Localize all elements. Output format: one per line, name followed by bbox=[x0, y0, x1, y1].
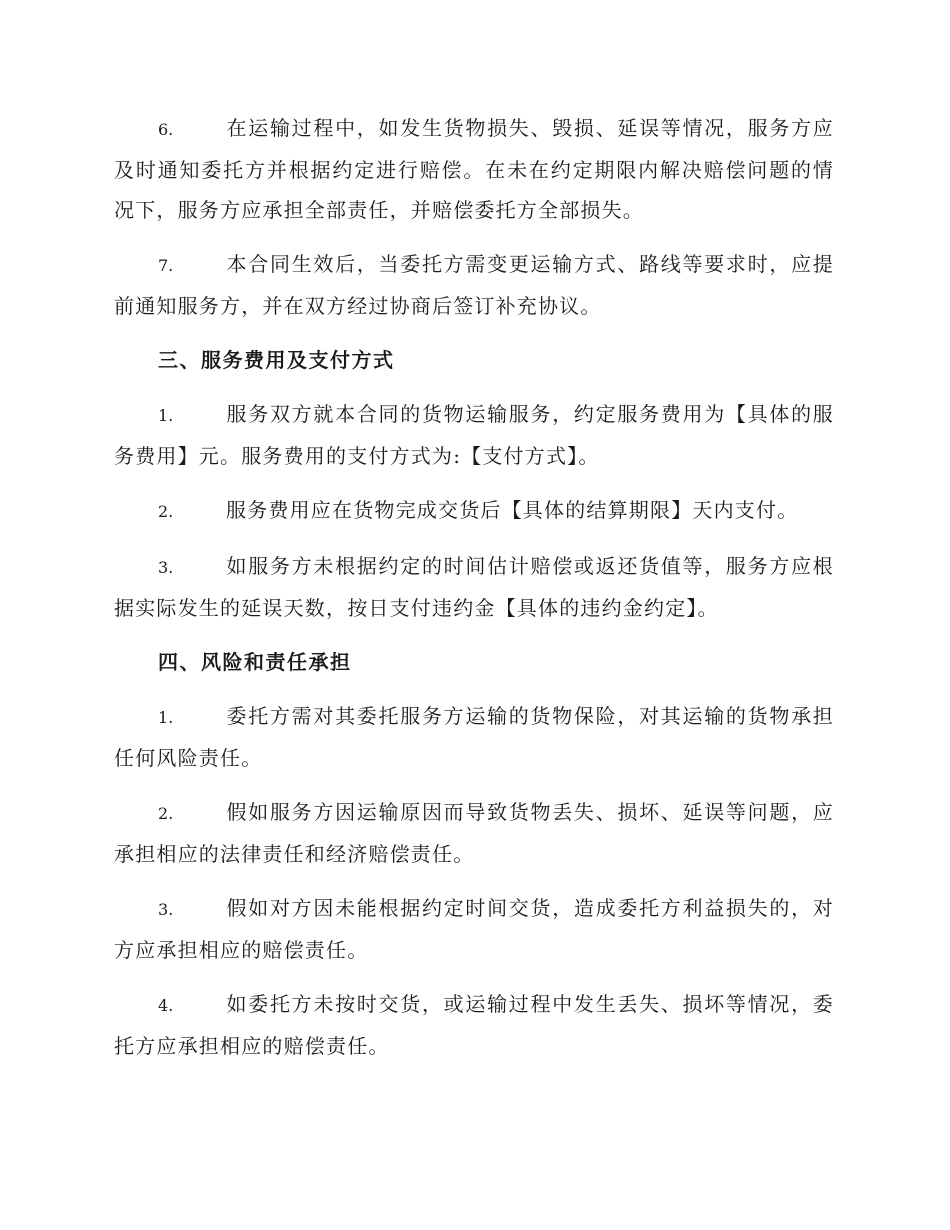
clause-text: 委托方需对其委托服务方运输的货物保险，对其运输的货物承担任何风险责任。 bbox=[114, 704, 834, 770]
clause-text: 服务双方就本合同的货物运输服务，约定服务费用为【具体的服务费用】元。服务费用的支付方式为:【支付方式】。 bbox=[114, 402, 834, 468]
clause-text: 如服务方未根据约定的时间估计赔偿或返还货值等，服务方应根据实际发生的延误天数，按日支付违约金【具体的违约金约定】。 bbox=[114, 554, 834, 620]
clause-text: 在运输过程中，如发生货物损失、毁损、延误等情况，服务方应及时通知委托方并根据约定进行赔偿。在未在约定期限内解决赔偿问题的情况下，服务方应承担全部责任，并赔偿委托方全部损失。 bbox=[114, 116, 834, 222]
document-page bbox=[114, 108, 834, 1080]
clause-2-7 bbox=[114, 244, 834, 326]
clause-3-1 bbox=[114, 394, 834, 476]
clause-number: 1. bbox=[158, 708, 174, 727]
clause-4-1 bbox=[114, 696, 834, 778]
clause-number: 2. bbox=[158, 804, 174, 823]
clause-number: 2. bbox=[158, 502, 174, 521]
clause-text: 假如对方因未能根据约定时间交货，造成委托方利益损失的，对方应承担相应的赔偿责任。 bbox=[114, 896, 834, 962]
section-heading-3: 三、服务费用及支付方式 bbox=[158, 348, 395, 372]
clause-text: 本合同生效后，当委托方需变更运输方式、路线等要求时，应提前通知服务方，并在双方经过协商后签订补充协议。 bbox=[114, 252, 834, 318]
clause-text: 如委托方未按时交货，或运输过程中发生丢失、损坏等情况，委托方应承担相应的赔偿责任。 bbox=[114, 992, 834, 1058]
clause-text: 服务费用应在货物完成交货后【具体的结算期限】天内支付。 bbox=[226, 498, 799, 522]
clause-number: 1. bbox=[158, 406, 174, 425]
clause-4-2 bbox=[114, 792, 834, 874]
clause-2-6 bbox=[114, 108, 834, 230]
clause-number: 3. bbox=[158, 558, 174, 577]
section-heading-4: 四、风险和责任承担 bbox=[158, 650, 352, 674]
clause-3-2 bbox=[114, 490, 834, 532]
clause-number: 6. bbox=[158, 120, 174, 139]
clause-text: 假如服务方因运输原因而导致货物丢失、损坏、延误等问题，应承担相应的法律责任和经济赔偿责任。 bbox=[114, 800, 834, 866]
clause-number: 7. bbox=[158, 256, 174, 275]
clause-number: 3. bbox=[158, 900, 174, 919]
clause-4-4 bbox=[114, 984, 834, 1066]
clause-number: 4. bbox=[158, 996, 174, 1015]
clause-3-3 bbox=[114, 546, 834, 628]
clause-4-3 bbox=[114, 888, 834, 970]
